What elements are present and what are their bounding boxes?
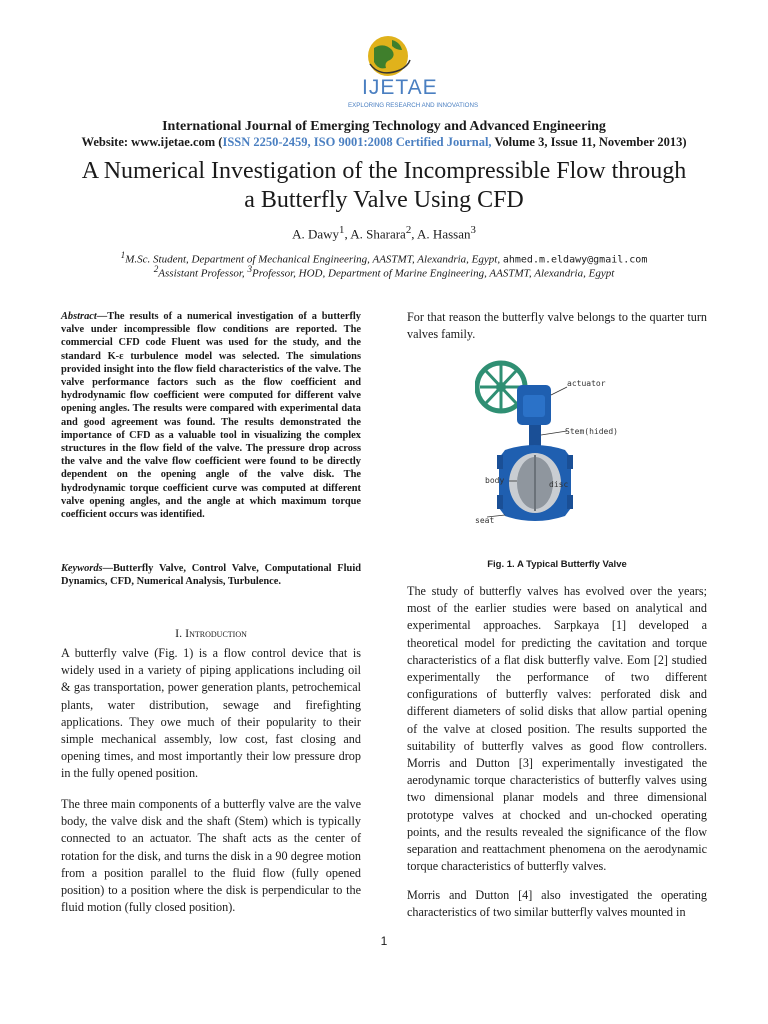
author-email: ahmed.m.eldawy@gmail.com: [502, 254, 648, 266]
keywords-label: Keywords: [61, 563, 103, 574]
affil-2-text: Assistant Professor,: [158, 267, 248, 280]
figure-caption: Fig. 1. A Typical Butterfly Valve: [487, 559, 627, 570]
author-2: A. Sharara: [350, 226, 406, 242]
author-1: A. Dawy: [292, 226, 340, 242]
right-paragraph-1: The study of butterfly valves has evolved over the years; most of the earlier studies were based on analytical and experimental approaches. Sarpkaya [1] developed a theoretical model for predicting the cavitation and torque characteristics of a flat disk butterfly valve. Eom [2] studied experimentally the performance of two different configurations of butterfly valves: perforated disk and different diameters of solid disks that allow partial opening of the valve at closed position. The results supported the suitability of butterfly valves as good flow controllers. Morris and Dutton [3] experimentally investigated the aerodynamic torque characteristics of butterfly valves using two dimensional planar models and three dimensional prototype valves at chocked and un-chocked operating points, and the results revealed the significance of the flow separation and reattachment phenomena on the aerodynamic torque characteristics of butterfly valves.: [407, 584, 707, 874]
author-3: A. Hassan: [417, 226, 471, 242]
author-1-sup: 1: [339, 224, 345, 236]
affil-3-text: Professor, HOD, Department of Marine Engineering, AASTMT, Alexandria, Egypt: [252, 267, 615, 280]
keywords-text: —Butterfly Valve, Control Valve, Computational Fluid Dynamics, CFD, Numerical Analysis, Turbulence.: [61, 563, 361, 588]
affil-1-text: M.Sc. Student, Department of Mechanical Engineering, AASTMT, Alexandria, Egypt,: [125, 253, 503, 266]
affil-1-sup: 1: [120, 250, 126, 260]
journal-name: International Journal of Emerging Technology and Advanced Engineering: [162, 119, 606, 134]
website-prefix: Website: www.ijetae.com (: [81, 135, 223, 149]
figure-label-stem: Stem(hided): [565, 427, 618, 436]
journal-website-line: [0, 135, 768, 150]
section-title: Introduction: [185, 626, 247, 640]
affil-2-sup: 2: [153, 264, 159, 274]
abstract-label: Abstract: [61, 311, 97, 322]
right-paragraph-0: For that reason the butterfly valve belongs to the quarter turn valves family.: [407, 310, 707, 342]
author-2-sup: 2: [405, 224, 412, 236]
figure-label-disc: disc: [549, 480, 569, 489]
butterfly-valve-figure: [475, 355, 645, 530]
journal-logo: [340, 30, 480, 112]
author-sep-2: ,: [411, 226, 418, 242]
abstract-text: —The results of a numerical investigation of a butterfly valve under incompressible flow conditions are reported. The commercial CFD code Fluent was used for the study, and the standard K-ε turbulence model was selected. The simulations provided insight into the flow field characteristics of the valve. The valve performance factors such as the flow coefficient and hydrodynamic flow coefficient were computed for different valve opening angles. The results were compared with experimental data and good agreement was found. The results demonstrated the importance of CFD as a valuable tool in visualizing the complex structures in the flow field of the valve. The pressure drop across the valve and the valve flow coefficient were found to be directly dependent on the opening angle of the valve disk. The hydrodynamic torque coefficient curve was computed at different valve opening angles, and the angle at which maximum torque coefficient occurs was identified.: [61, 311, 361, 521]
author-3-sup: 3: [470, 224, 476, 236]
figure-label-body: body: [485, 476, 505, 485]
author-list: [0, 224, 768, 242]
author-sep-1: ,: [344, 226, 351, 242]
intro-paragraph-1: A butterfly valve (Fig. 1) is a flow control device that is widely used in a variety of piping applications including oil & gas transportation, power generation plants, petrochemical plants, water distribution, sewage and firefighting applications. They owe much of their popularity to their simple mechanical assembly, low cost, fast closing and opening times, and most importantly their low pressure drop in the fully opened position.: [61, 646, 361, 781]
section-number: I.: [175, 626, 183, 640]
intro-paragraph-2: The three main components of a butterfly valve are the valve body, the valve disk and the shaft (Stem) which is typically connected to an actuator. The shaft acts as the center of rotation for the disk, and turns the disk in a 90 degree motion from a position parallel to the fluid flow (fully opened position) to a position where the disk is perpendicular to the fluid motion (fully closed position).: [61, 797, 361, 915]
issn-text: ISSN 2250-2459, ISO 9001:2008 Certified Journal,: [222, 135, 492, 149]
logo-tagline: EXPLORING RESEARCH AND INNOVATIONS: [348, 102, 479, 109]
logo-wordmark: IJETAE: [362, 76, 438, 99]
butterfly-valve-icon: [475, 355, 645, 530]
affil-3-sup: 3: [247, 264, 253, 274]
figure-label-actuator: actuator: [567, 379, 606, 388]
right-paragraph-2: Morris and Dutton [4] also investigated the operating characteristics of two similar butterfly valves mounted in: [407, 888, 707, 920]
globe-logo-icon: [340, 30, 480, 112]
section-heading-introduction: [61, 626, 361, 641]
paper-title: [40, 157, 728, 215]
keywords: [61, 562, 361, 588]
figure-label-seat: seat: [475, 516, 495, 525]
title-line-2: a Butterfly Valve Using CFD: [244, 187, 524, 213]
volume-text: Volume 3, Issue 11, November 2013): [491, 135, 687, 149]
abstract: [61, 310, 361, 521]
page-number: 1: [380, 934, 388, 948]
title-line-1: A Numerical Investigation of the Incompressible Flow through: [81, 158, 687, 184]
affiliation-line-2: [0, 264, 768, 280]
